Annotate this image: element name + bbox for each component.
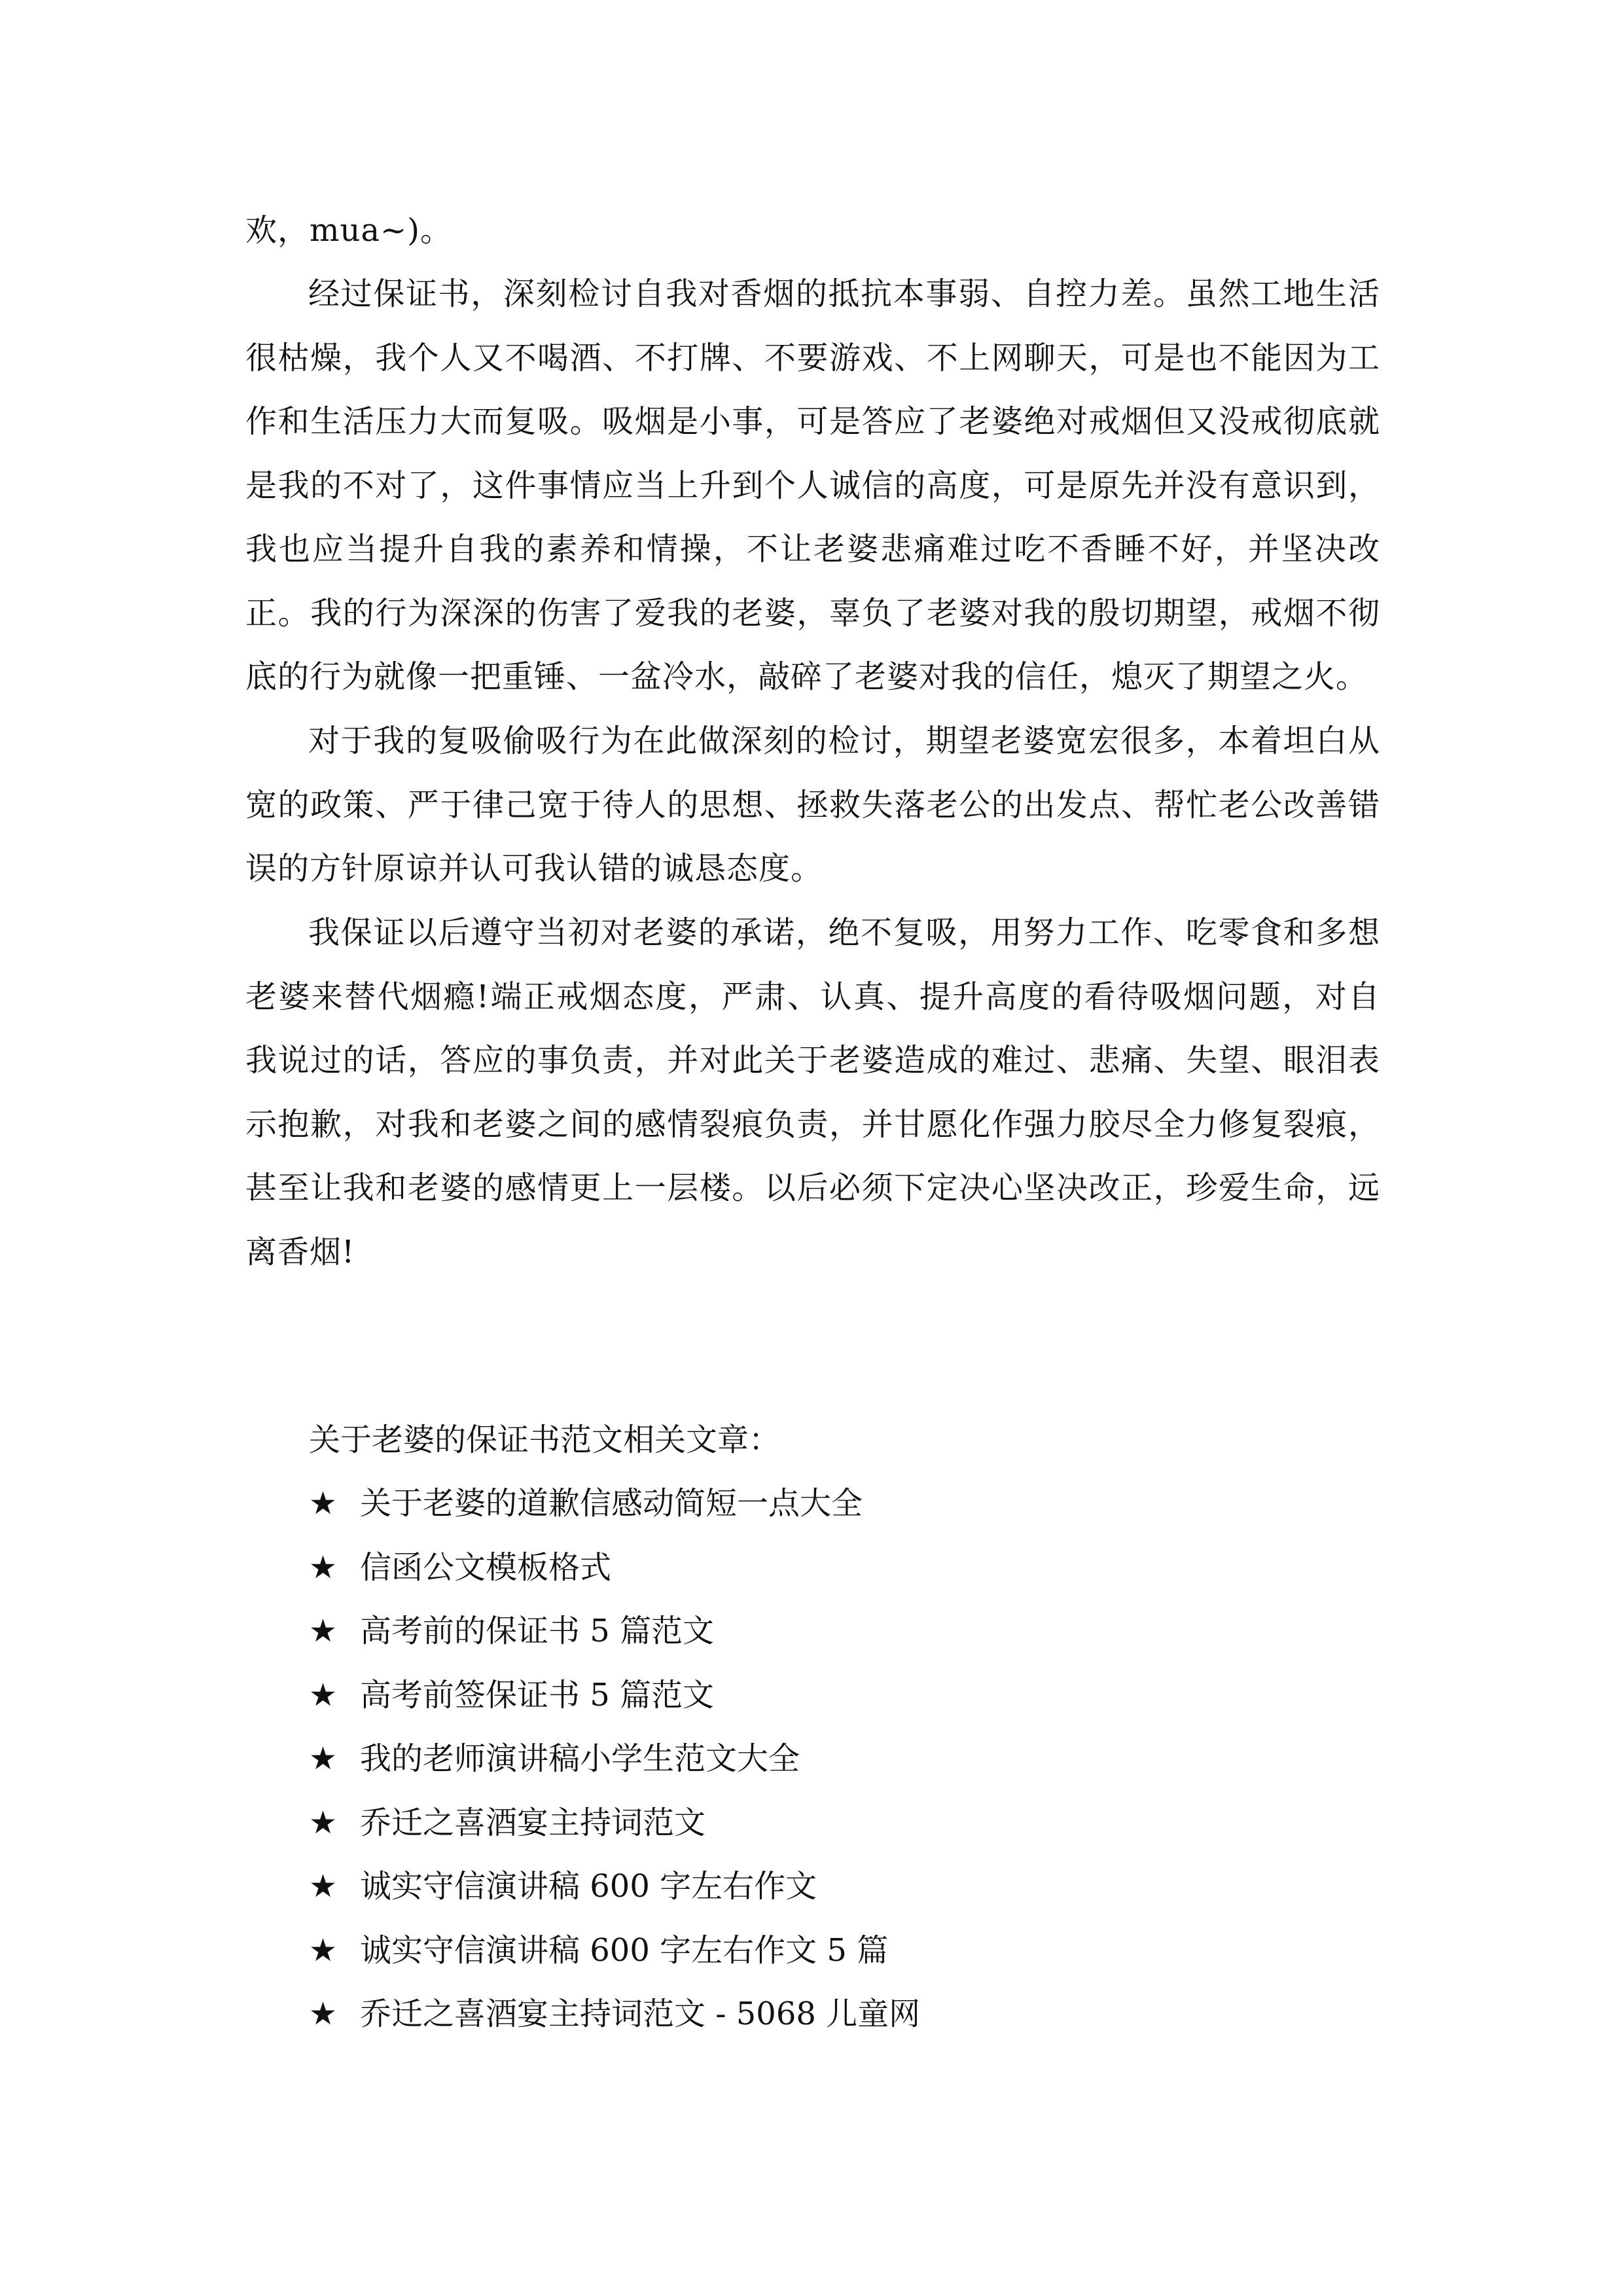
related-article-title: 高考前签保证书 5 篇范文 [360,1676,715,1713]
star-icon: ★ [309,1804,338,1841]
paragraph-apology: 对于我的复吸偷吸行为在此做深刻的检讨，期望老婆宽宏很多，本着坦白从宽的政策、严于律己宽于待人的思想、拯救失落老公的出发点、帮忙老公改善错误的方针原谅并认可我认错的诚恳态度。 [245,723,1380,887]
star-icon: ★ [309,1613,338,1649]
star-icon: ★ [309,1676,338,1713]
related-article-title: 诚实守信演讲稿 600 字左右作文 5 篇 [360,1931,889,1969]
related-article-title: 诚实守信演讲稿 600 字左右作文 [360,1868,817,1905]
related-article-title: 我的老师演讲稿小学生范文大全 [360,1740,800,1777]
related-article-title: 高考前的保证书 5 篇范文 [360,1613,715,1649]
related-article-title: 信函公文模板格式 [360,1549,612,1586]
star-icon: ★ [309,1485,338,1522]
paragraph-self-review: 经过保证书，深刻检讨自我对香烟的抵抗本事弱、自控力差。虽然工地生活很枯燥，我个人又不喝酒、不打牌、不要游戏、不上网聊天，可是也不能因为工作和生活压力大而复吸。吸烟是小事，可是答应了老婆绝对戒烟但又没戒彻底就是我的不对了，这件事情应当上升到个人诚信的高度，可是原先并没有意识到，我也应当提升自我的素养和情操，不让老婆悲痛难过吃不香睡不好，并坚决改正。我的行为深深的伤害了爱我的老婆，辜负了老婆对我的殷切期望，戒烟不彻底的行为就像一把重锤、一盆冷水，敲碎了老婆对我的信任，熄灭了期望之火。 [245,276,1380,695]
related-article-link[interactable] [309,1855,920,1919]
related-article-link[interactable] [309,1600,920,1664]
related-article-link[interactable] [309,1919,920,1983]
related-article-link[interactable] [309,1664,920,1728]
star-icon: ★ [309,1868,338,1905]
related-article-title: 乔迁之喜酒宴主持词范文 [360,1804,706,1841]
related-article-link[interactable] [309,1982,920,2047]
star-icon: ★ [309,1931,338,1969]
star-icon: ★ [309,1996,338,2032]
related-article-link[interactable] [309,1727,920,1791]
related-article-link[interactable] [309,1791,920,1856]
paragraph-continuation: 欢，mua~)。 [245,212,452,249]
related-article-title: 乔迁之喜酒宴主持词范文 - 5068 儿童网 [360,1996,921,2032]
related-articles-title: 关于老婆的保证书范文相关文章： [309,1422,781,1458]
related-articles-list [309,1472,920,2047]
related-article-link[interactable] [309,1472,920,1536]
related-article-link[interactable] [309,1536,920,1600]
star-icon: ★ [309,1740,338,1777]
paragraph-promise: 我保证以后遵守当初对老婆的承诺，绝不复吸，用努力工作、吃零食和多想老婆来替代烟瘾!端正戒烟态度，严肃、认真、提升高度的看待吸烟问题，对自我说过的话，答应的事负责，并对此关于老婆造成的难过、悲痛、失望、眼泪表示抱歉，对我和老婆之间的感情裂痕负责，并甘愿化作强力胶尽全力修复裂痕，甚至让我和老婆的感情更上一层楼。以后必须下定决心坚决改正，珍爱生命，远离香烟! [245,914,1380,1270]
star-icon: ★ [309,1549,338,1586]
related-article-title: 关于老婆的道歉信感动简短一点大全 [360,1485,863,1522]
